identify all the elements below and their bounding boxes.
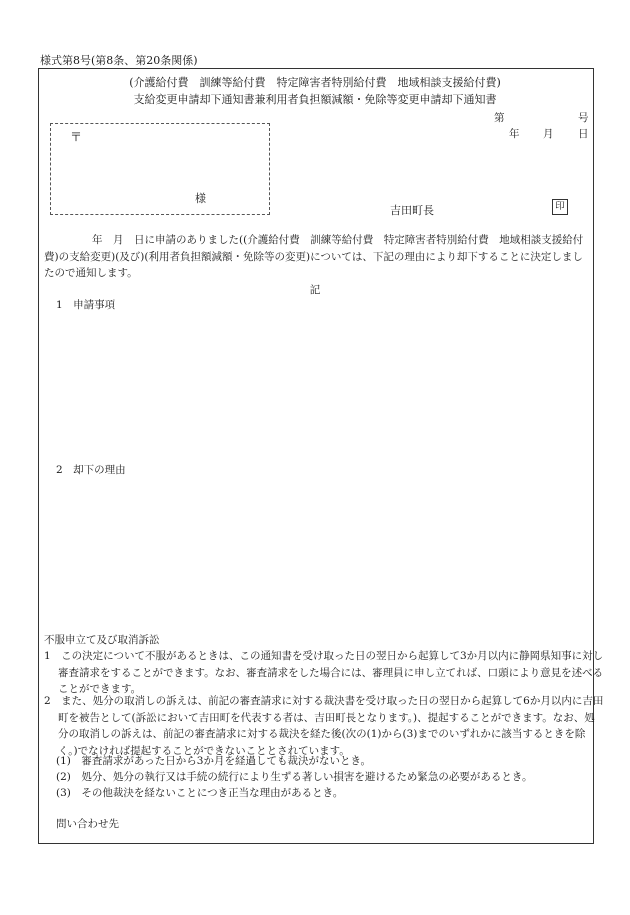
address-box [50,123,270,215]
appeal-paragraph-1: 1 この決定について不服があるときは、この通知書を受け取った日の翌日から起算して3か月以内に静岡県知事に対し審査請求をすることができます。なお、審査請求をした場合には、審理員に申し立てれば、口頭により意見を述べることができます。 [44,650,604,695]
issuer-name: 吉田町長 [390,204,434,217]
date-year-label: 年 [509,128,520,140]
section-rejection-reason: 2 却下の理由 [56,464,126,476]
form-number: 様式第8号(第8条、第20条関係) [40,54,198,67]
appeal-heading: 不服申立て及び取消訴訟 [44,634,160,646]
appeal-condition-3: (3) その他裁決を経ないことにつき正当な理由があるとき。 [56,787,344,799]
title-line-2: 支給変更申請却下通知書兼利用者負担額減額・免除等変更申請却下通知書 [133,93,497,106]
notice-body: 年 月 日に申請のありました((介護給付費 訓練等給付費 特定障害者特別給付費 地域相談支援給付費)の支給変更)(及び)(利用者負担額減額・免除等の変更)については、下記の理由により却下することに決定しましたので通知します。 [44,234,584,279]
appeal-condition-2: (2) 処分、処分の執行又は手続の続行により生ずる著しい損害を避けるため緊急の必要があるとき。 [56,771,533,783]
appeal-paragraph-2: 2 また、処分の取消しの訴えは、前記の審査請求に対する裁決書を受け取った日の翌日から起算して6か月以内に吉田町を被告として(訴訟において吉田町を代表する者は、吉田町長となります。)、提起することができます。なお、処分の取消しの訴えは、前記の審査請求に対する裁決を経た後(次の(1)から(3)までのいずれかに該当するときを除く。)でなければ提起することができないこととされています。 [44,695,604,757]
date-month-label: 月 [543,128,554,140]
title-line-1: (介護給付費 訓練等給付費 特定障害者特別給付費 地域相談支援給付費) [129,76,501,89]
seal-mark: 印 [552,199,568,215]
contact-heading: 問い合わせ先 [56,818,119,830]
date-day-label: 日 [578,128,589,140]
ki-heading: 記 [309,284,321,296]
section-application-items: 1 申請事項 [56,299,116,311]
postal-mark: 〒 [70,130,83,144]
number-suffix: 号 [578,112,589,124]
appeal-condition-1: (1) 審査請求があった日から3か月を経過しても裁決がないとき。 [56,755,372,767]
honorific: 様 [195,192,206,205]
number-prefix: 第 [494,112,505,124]
